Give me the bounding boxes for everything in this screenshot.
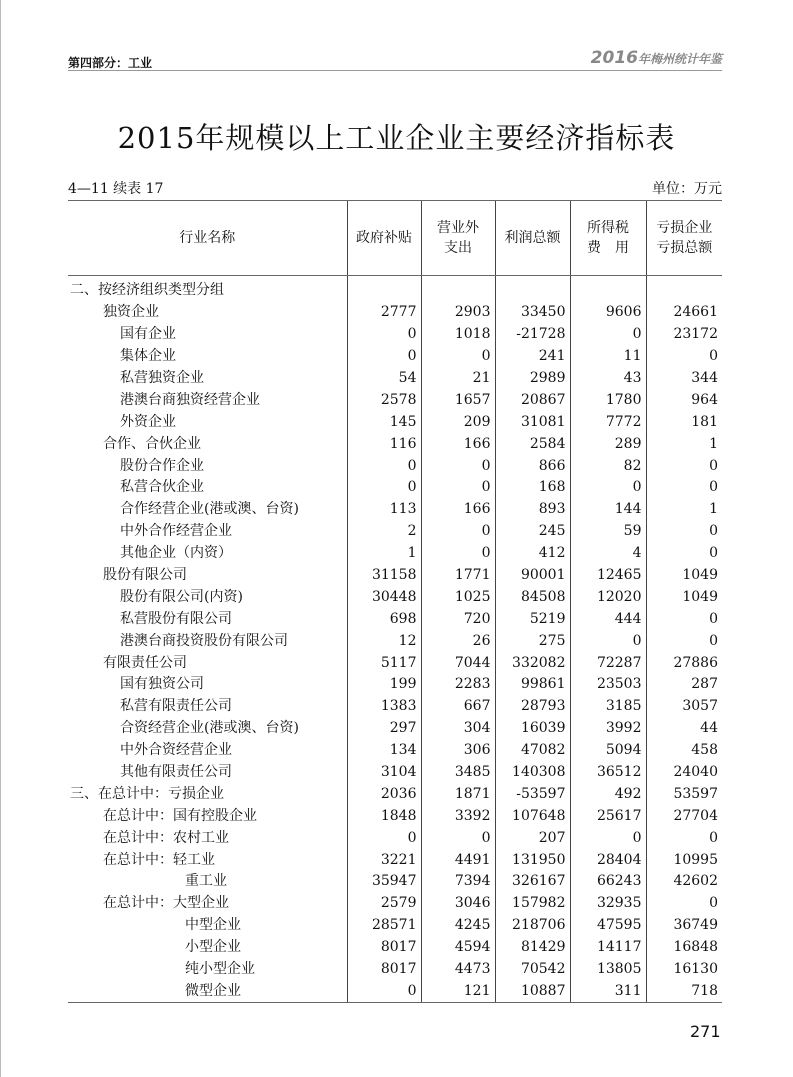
cell-value: 458 xyxy=(646,740,722,762)
cell-value: 31158 xyxy=(347,565,421,587)
cell-value: 5219 xyxy=(495,608,570,630)
cell-value: 0 xyxy=(347,477,421,499)
cell-value xyxy=(570,276,646,302)
cell-value: 0 xyxy=(570,827,646,849)
cell-value: 0 xyxy=(570,477,646,499)
table-row xyxy=(68,324,722,346)
cell-value: 1 xyxy=(646,499,722,521)
table-row xyxy=(68,499,722,521)
cell-value: 3104 xyxy=(347,762,421,784)
row-name: 外资企业 xyxy=(120,413,176,430)
cell-value: 3057 xyxy=(646,696,722,718)
cell-value: 42602 xyxy=(646,871,722,893)
table-row xyxy=(68,849,722,871)
cell-value: 166 xyxy=(421,499,495,521)
cell-value: 84508 xyxy=(495,586,570,608)
cell-value: 0 xyxy=(646,543,722,565)
cell-value: 0 xyxy=(646,346,722,368)
table-row xyxy=(68,805,722,827)
cell-value: 1 xyxy=(347,543,421,565)
cell-value: 20867 xyxy=(495,389,570,411)
row-name: 独资企业 xyxy=(103,304,159,321)
row-name: 集体企业 xyxy=(120,348,176,365)
cell-value: 218706 xyxy=(495,915,570,937)
cell-value: 0 xyxy=(570,324,646,346)
cell-value: 14117 xyxy=(570,937,646,959)
cell-value: 304 xyxy=(421,718,495,740)
cell-value: 21 xyxy=(421,368,495,390)
cell-value: 209 xyxy=(421,411,495,433)
book-name: 年梅州统计年鉴 xyxy=(637,52,722,66)
cell-value: 667 xyxy=(421,696,495,718)
table-row xyxy=(68,959,722,981)
cell-value: 7044 xyxy=(421,652,495,674)
cell-value: 81429 xyxy=(495,937,570,959)
table-row xyxy=(68,521,722,543)
cell-value: 33450 xyxy=(495,302,570,324)
cell-value: 1383 xyxy=(347,696,421,718)
row-name: 在总计中：轻工业 xyxy=(103,851,215,868)
cell-value: 698 xyxy=(347,608,421,630)
row-name: 港澳台商投资股份有限公司 xyxy=(120,632,288,649)
cell-value: 23503 xyxy=(570,674,646,696)
cell-value: 311 xyxy=(570,981,646,1003)
cell-value: 43 xyxy=(570,368,646,390)
cell-value: 2036 xyxy=(347,783,421,805)
cell-value: 2579 xyxy=(347,893,421,915)
table-row xyxy=(68,718,722,740)
page-title: 2015年规模以上工业企业主要经济指标表 xyxy=(117,121,676,155)
cell-value: 157982 xyxy=(495,893,570,915)
cell-value: 1049 xyxy=(646,565,722,587)
cell-value: 275 xyxy=(495,630,570,652)
cell-value: 32935 xyxy=(570,893,646,915)
cell-value: 2989 xyxy=(495,368,570,390)
cell-value: 24661 xyxy=(646,302,722,324)
column-header: 所得税 费 用 xyxy=(570,201,646,276)
row-name: 有限责任公司 xyxy=(103,654,187,671)
cell-value: 0 xyxy=(646,477,722,499)
cell-value: 3046 xyxy=(421,893,495,915)
table-row xyxy=(68,827,722,849)
column-header: 亏损企业 亏损总额 xyxy=(646,201,722,276)
cell-value: 207 xyxy=(495,827,570,849)
cell-value: 1049 xyxy=(646,586,722,608)
table-row xyxy=(68,915,722,937)
cell-value: 0 xyxy=(347,455,421,477)
cell-value: 0 xyxy=(646,455,722,477)
cell-value: 0 xyxy=(646,521,722,543)
row-name: 微型企业 xyxy=(68,981,347,1003)
cell-value: 3485 xyxy=(421,762,495,784)
cell-value: 28404 xyxy=(570,849,646,871)
column-header: 政府补贴 xyxy=(347,201,421,276)
cell-value: 3392 xyxy=(421,805,495,827)
cell-value: 144 xyxy=(570,499,646,521)
table-row xyxy=(68,276,722,302)
cell-value: 82 xyxy=(570,455,646,477)
cell-value: 964 xyxy=(646,389,722,411)
cell-value: 720 xyxy=(421,608,495,630)
cell-value: 2 xyxy=(347,521,421,543)
row-name: 私营独资企业 xyxy=(120,370,204,386)
cell-value: 0 xyxy=(347,324,421,346)
cell-value: 35947 xyxy=(347,871,421,893)
table-caption xyxy=(68,178,722,198)
cell-value: 116 xyxy=(347,433,421,455)
indicator-table xyxy=(68,200,722,1003)
row-name: 私营股份有限公司 xyxy=(120,610,232,627)
table-row xyxy=(68,608,722,630)
row-name: 小型企业 xyxy=(185,939,241,956)
cell-value: 5094 xyxy=(570,740,646,762)
row-name: 三、在总计中：亏损企业 xyxy=(70,785,224,802)
table-row xyxy=(68,433,722,455)
cell-value: 181 xyxy=(646,411,722,433)
row-name: 私营合伙企业 xyxy=(120,479,204,496)
cell-value: 134 xyxy=(347,740,421,762)
table-row xyxy=(68,674,722,696)
cell-value: 8017 xyxy=(347,959,421,981)
cell-value: 444 xyxy=(570,608,646,630)
cell-value: 492 xyxy=(570,783,646,805)
cell-value: 3221 xyxy=(347,849,421,871)
cell-value: 54 xyxy=(347,368,421,390)
cell-value: 0 xyxy=(570,630,646,652)
table-row xyxy=(68,455,722,477)
cell-value: 90001 xyxy=(495,565,570,587)
cell-value: 0 xyxy=(421,521,495,543)
row-name: 二、按经济组织类型分组 xyxy=(70,282,224,299)
cell-value: 3992 xyxy=(570,718,646,740)
cell-value: 36512 xyxy=(570,762,646,784)
cell-value: 131950 xyxy=(495,849,570,871)
cell-value: 8017 xyxy=(347,937,421,959)
row-name: 合作经营企业(港或澳、台资) xyxy=(120,501,299,518)
table-row xyxy=(68,368,722,390)
row-name: 在总计中：农村工业 xyxy=(103,829,229,846)
row-name: 在总计中：大型企业 xyxy=(103,895,229,912)
cell-value: 199 xyxy=(347,674,421,696)
table-row xyxy=(68,389,722,411)
row-name: 中外合资经营企业 xyxy=(120,742,232,759)
cell-value: 4491 xyxy=(421,849,495,871)
cell-value xyxy=(347,276,421,302)
cell-value: 0 xyxy=(646,608,722,630)
cell-value: 289 xyxy=(570,433,646,455)
table-row xyxy=(68,652,722,674)
table-row xyxy=(68,543,722,565)
cell-value: 16130 xyxy=(646,959,722,981)
page-edge xyxy=(0,0,1,1077)
cell-value: 0 xyxy=(646,827,722,849)
cell-value xyxy=(495,276,570,302)
table-row xyxy=(68,937,722,959)
row-name: 国有企业 xyxy=(120,326,176,343)
cell-value: 0 xyxy=(421,455,495,477)
table-row xyxy=(68,630,722,652)
row-name: 纯小型企业 xyxy=(185,961,255,978)
cell-value: 1657 xyxy=(421,389,495,411)
cell-value: 168 xyxy=(495,477,570,499)
cell-value: 26 xyxy=(421,630,495,652)
cell-value: 4594 xyxy=(421,937,495,959)
column-header: 利润总额 xyxy=(495,201,570,276)
cell-value: 1 xyxy=(646,433,722,455)
cell-value: -21728 xyxy=(495,324,570,346)
table-row xyxy=(68,893,722,915)
cell-value: 241 xyxy=(495,346,570,368)
cell-value: 7772 xyxy=(570,411,646,433)
row-name: 合作、合伙企业 xyxy=(103,435,201,452)
cell-value: 30448 xyxy=(347,586,421,608)
row-name: 股份有限公司 xyxy=(103,567,187,584)
cell-value: 0 xyxy=(347,981,421,1003)
cell-value: 4245 xyxy=(421,915,495,937)
cell-value: 718 xyxy=(646,981,722,1003)
cell-value: 53597 xyxy=(646,783,722,805)
cell-value: 2584 xyxy=(495,433,570,455)
cell-value: 10995 xyxy=(646,849,722,871)
column-header: 营业外 支出 xyxy=(421,201,495,276)
cell-value: 25617 xyxy=(570,805,646,827)
cell-value: 4473 xyxy=(421,959,495,981)
cell-value: 0 xyxy=(421,346,495,368)
cell-value: 27704 xyxy=(646,805,722,827)
cell-value: 0 xyxy=(347,827,421,849)
cell-value: 2903 xyxy=(421,302,495,324)
cell-value: 1848 xyxy=(347,805,421,827)
cell-value: 1780 xyxy=(570,389,646,411)
cell-value: 31081 xyxy=(495,411,570,433)
cell-value: 297 xyxy=(347,718,421,740)
cell-value: 12 xyxy=(347,630,421,652)
cell-value: 11 xyxy=(570,346,646,368)
cell-value: 28571 xyxy=(347,915,421,937)
cell-value: 3185 xyxy=(570,696,646,718)
table-row xyxy=(68,586,722,608)
cell-value: 12020 xyxy=(570,586,646,608)
table-row xyxy=(68,302,722,324)
cell-value: 893 xyxy=(495,499,570,521)
row-name: 股份合作企业 xyxy=(120,457,204,474)
book-title xyxy=(591,48,722,68)
cell-value: 70542 xyxy=(495,959,570,981)
cell-value: 16848 xyxy=(646,937,722,959)
cell-value xyxy=(421,276,495,302)
cell-value: 0 xyxy=(421,543,495,565)
row-name: 中型企业 xyxy=(185,917,241,934)
table-row xyxy=(68,740,722,762)
table-row xyxy=(68,871,722,893)
cell-value: 27886 xyxy=(646,652,722,674)
table-row xyxy=(68,762,722,784)
table-row xyxy=(68,477,722,499)
cell-value: 0 xyxy=(421,827,495,849)
cell-value: 13805 xyxy=(570,959,646,981)
cell-value: 113 xyxy=(347,499,421,521)
cell-value: 5117 xyxy=(347,652,421,674)
cell-value: 287 xyxy=(646,674,722,696)
cell-value: 0 xyxy=(646,893,722,915)
cell-value: -53597 xyxy=(495,783,570,805)
cell-value: 24040 xyxy=(646,762,722,784)
table-row xyxy=(68,696,722,718)
cell-value: 59 xyxy=(570,521,646,543)
cell-value: 332082 xyxy=(495,652,570,674)
table-row xyxy=(68,565,722,587)
column-header: 行业名称 xyxy=(68,201,347,276)
cell-value: 99861 xyxy=(495,674,570,696)
row-name: 其他有限责任公司 xyxy=(120,764,232,781)
cell-value: 0 xyxy=(347,346,421,368)
cell-value: 344 xyxy=(646,368,722,390)
cell-value: 1018 xyxy=(421,324,495,346)
cell-value: 866 xyxy=(495,455,570,477)
cell-value: 326167 xyxy=(495,871,570,893)
row-name: 股份有限公司(内资) xyxy=(120,588,243,605)
table-row xyxy=(68,411,722,433)
row-name: 国有独资公司 xyxy=(120,676,204,693)
cell-value: 12465 xyxy=(570,565,646,587)
cell-value: 28793 xyxy=(495,696,570,718)
cell-value: 140308 xyxy=(495,762,570,784)
table-id: 4—11 续表 17 xyxy=(68,181,164,197)
page-number: 271 xyxy=(690,1022,721,1041)
cell-value: 1871 xyxy=(421,783,495,805)
cell-value xyxy=(646,276,722,302)
cell-value: 47082 xyxy=(495,740,570,762)
row-name: 中外合作经营企业 xyxy=(120,523,232,540)
section-label: 第四部分：工业 xyxy=(68,56,153,70)
cell-value: 36749 xyxy=(646,915,722,937)
cell-value: 1771 xyxy=(421,565,495,587)
cell-value: 2777 xyxy=(347,302,421,324)
cell-value: 9606 xyxy=(570,302,646,324)
row-name: 重工业 xyxy=(185,873,227,890)
cell-value: 23172 xyxy=(646,324,722,346)
cell-value: 2578 xyxy=(347,389,421,411)
row-name: 私营有限责任公司 xyxy=(120,698,232,715)
cell-value: 0 xyxy=(421,477,495,499)
book-year: 2016 xyxy=(590,48,638,68)
cell-value: 72287 xyxy=(570,652,646,674)
cell-value: 4 xyxy=(570,543,646,565)
cell-value: 166 xyxy=(421,433,495,455)
row-name: 在总计中：国有控股企业 xyxy=(103,807,257,824)
table-row xyxy=(68,981,722,1003)
cell-value: 47595 xyxy=(570,915,646,937)
cell-value: 44 xyxy=(646,718,722,740)
cell-value: 107648 xyxy=(495,805,570,827)
cell-value: 306 xyxy=(421,740,495,762)
running-header xyxy=(68,48,722,71)
unit-label: 单位：万元 xyxy=(652,181,722,197)
cell-value: 10887 xyxy=(495,981,570,1003)
cell-value: 0 xyxy=(646,630,722,652)
row-name: 其他企业（内资） xyxy=(120,545,232,562)
cell-value: 7394 xyxy=(421,871,495,893)
cell-value: 412 xyxy=(495,543,570,565)
cell-value: 145 xyxy=(347,411,421,433)
row-name: 港澳台商独资经营企业 xyxy=(120,391,260,408)
cell-value: 245 xyxy=(495,521,570,543)
cell-value: 1025 xyxy=(421,586,495,608)
table-row xyxy=(68,346,722,368)
cell-value: 2283 xyxy=(421,674,495,696)
cell-value: 121 xyxy=(421,981,495,1003)
cell-value: 16039 xyxy=(495,718,570,740)
cell-value: 66243 xyxy=(570,871,646,893)
row-name: 合资经营企业(港或澳、台资) xyxy=(120,720,299,737)
table-row xyxy=(68,783,722,805)
